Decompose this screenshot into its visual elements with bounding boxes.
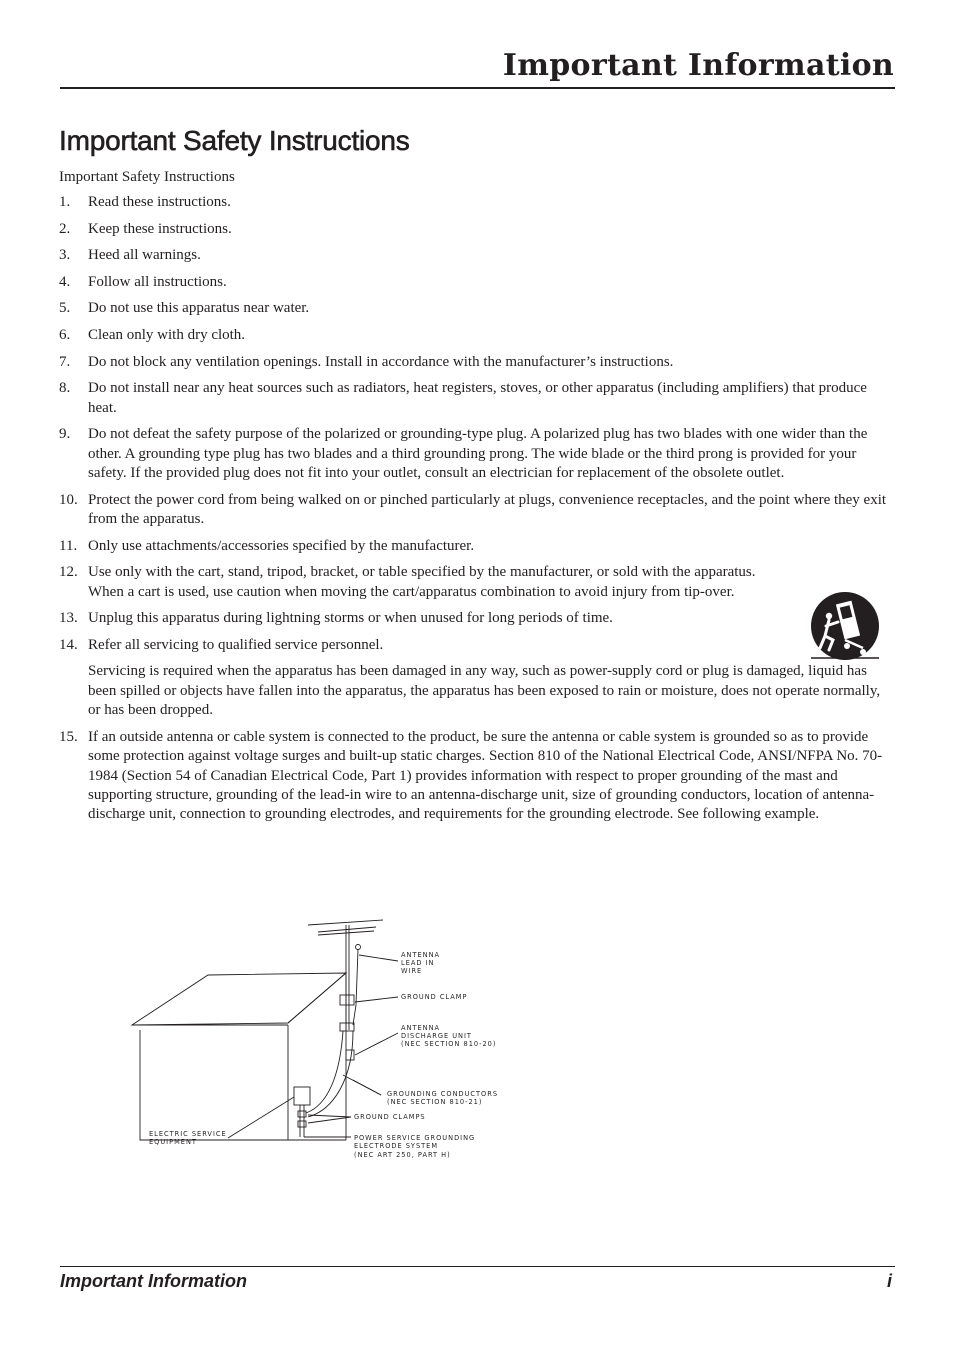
item-number: 11.: [59, 537, 78, 554]
item-text: Do not install near any heat sources such as radiators, heat registers, stoves, or other apparatus (including amplifiers) that produce heat.: [88, 380, 867, 416]
item-text: Use only with the cart, stand, tripod, bracket, or table specified by the manufacturer, or sold with the apparatus. When a cart is used, use caution when moving the cart/apparatus combination to avoid injury from tip-over.: [88, 564, 756, 600]
label-power-3: (NEC ART 250, PART H): [354, 1151, 451, 1159]
label-ground-clamps: GROUND CLAMPS: [354, 1113, 426, 1121]
item-text: Refer all servicing to qualified service personnel.: [88, 636, 384, 653]
label-ground-clamp: GROUND CLAMP: [401, 993, 468, 1001]
item-text: Unplug this apparatus during lightning storms or when unused for long periods of time.: [88, 610, 613, 627]
header-rule: [60, 87, 895, 89]
footer-section-title: Important Information: [60, 1271, 247, 1291]
item-number: 1.: [59, 194, 71, 210]
antenna-grounding-diagram: [128, 915, 508, 1165]
item-number: 3.: [59, 247, 71, 264]
list-item: [59, 326, 894, 345]
item-number: 10.: [59, 491, 78, 508]
item-number: 7.: [59, 353, 71, 370]
label-discharge-2: DISCHARGE UNIT: [401, 1032, 472, 1040]
svg-text:ANTENNALEAD INWIRE: [401, 951, 440, 975]
item-text: Do not block any ventilation openings. Install in accordance with the manufacturer’s instructions.: [88, 353, 674, 370]
label-electric-2: EQUIPMENT: [149, 1138, 197, 1146]
item-text: Keep these instructions.: [88, 220, 232, 237]
list-item: [59, 193, 894, 212]
label-electric-1: ELECTRIC SERVICE: [149, 1130, 227, 1138]
label-grounding-1: GROUNDING CONDUCTORS: [387, 1090, 499, 1098]
label-power-1: POWER SERVICE GROUNDING: [354, 1134, 476, 1142]
footer-rule: [60, 1266, 895, 1267]
label-discharge-3: (NEC SECTION 810-20): [401, 1040, 497, 1048]
item-number: 8.: [59, 380, 71, 397]
item-number: 2.: [59, 220, 71, 237]
label-grounding-2: (NEC SECTION 810-21): [387, 1098, 483, 1106]
list-item: [59, 537, 894, 556]
item-number: 6.: [59, 326, 71, 343]
list-item: [59, 379, 894, 418]
label-lead-in: LEAD IN: [401, 959, 435, 967]
list-item: [59, 273, 894, 292]
list-item: [59, 491, 894, 530]
item-text: Heed all warnings.: [88, 247, 201, 264]
label-antenna: ANTENNA: [401, 951, 441, 959]
item-number: 12.: [59, 564, 78, 581]
svg-text:ANTENNADISCHARGE UNIT(NEC SECT: [401, 1024, 496, 1048]
item-text: Clean only with dry cloth.: [88, 326, 246, 343]
header-title: Important Information: [502, 48, 894, 83]
item-number: 15.: [59, 728, 78, 745]
item-number: 9.: [59, 426, 71, 443]
list-item: [59, 609, 894, 628]
list-item: [59, 563, 894, 602]
list-item: [59, 425, 894, 483]
list-item: [59, 353, 894, 372]
item-text: Follow all instructions.: [88, 273, 227, 290]
safety-instructions-list: [59, 193, 894, 832]
item-paragraph: Servicing is required when the apparatus has been damaged in any way, such as power-supply cord or plug is damaged, liquid has been spilled or objects have fallen into the apparatus, the apparatus has been exposed to rain or moisture, does not operate normally, or has been dropped.: [88, 663, 881, 719]
list-item: [59, 636, 894, 721]
item-number: 4.: [59, 273, 71, 290]
list-item: [59, 728, 894, 825]
list-item: [59, 299, 894, 318]
intro-text: Important Safety Instructions: [59, 169, 235, 185]
svg-text:GROUNDING CONDUCTORS(NEC SECTI: [387, 1090, 498, 1106]
label-power-2: ELECTRODE SYSTEM: [354, 1142, 439, 1150]
svg-text:POWER SERVICE GROUNDINGELECTRO: [354, 1134, 475, 1159]
item-text: Read these instructions.: [88, 194, 231, 210]
list-item: [59, 220, 894, 239]
page-title: Important Safety Instructions: [59, 125, 410, 156]
svg-text:ELECTRIC SERVICEEQUIPMENT: [149, 1130, 227, 1146]
footer-page-number: i: [886, 1271, 892, 1291]
item-text: If an outside antenna or cable system is connected to the product, be sure the antenna or cable system is grounded so as to provide some protection against voltage surges and built-up static charges. Section 810 of the National Electrical Code, ANSI/NFPA No. 70-1984 (Section 54 of Canadian Electrical Code, Part 1) provides information with respect to proper grounding of the mast and supporting structure, grounding of the lead-in wire to an antenna-discharge unit, size of grounding conductors, location of antenna-discharge unit, connection to grounding electrodes, and requirements for the grounding electrode. See following example.: [88, 728, 883, 823]
item-text: Protect the power cord from being walked on or pinched particularly at plugs, convenience receptacles, and the point where they exit from the apparatus.: [88, 491, 887, 527]
item-number: 5.: [59, 300, 71, 317]
item-text: Do not use this apparatus near water.: [88, 300, 310, 317]
cart-tip-over-warning-icon: [809, 592, 881, 664]
item-number: 14.: [59, 636, 78, 653]
item-number: 13.: [59, 610, 78, 627]
label-discharge-1: ANTENNA: [401, 1024, 441, 1032]
list-item: [59, 246, 894, 265]
item-text: Do not defeat the safety purpose of the polarized or grounding-type plug. A polarized plug has two blades with one wider than the other. A grounding type plug has two blades and a third grounding prong. The wide blade or the third prong is provided for your safety. If the provided plug does not fit into your outlet, consult an electrician for replacement of the obsolete outlet.: [88, 426, 868, 481]
label-wire: WIRE: [401, 967, 423, 975]
item-text: Only use attachments/accessories specified by the manufacturer.: [88, 537, 475, 554]
